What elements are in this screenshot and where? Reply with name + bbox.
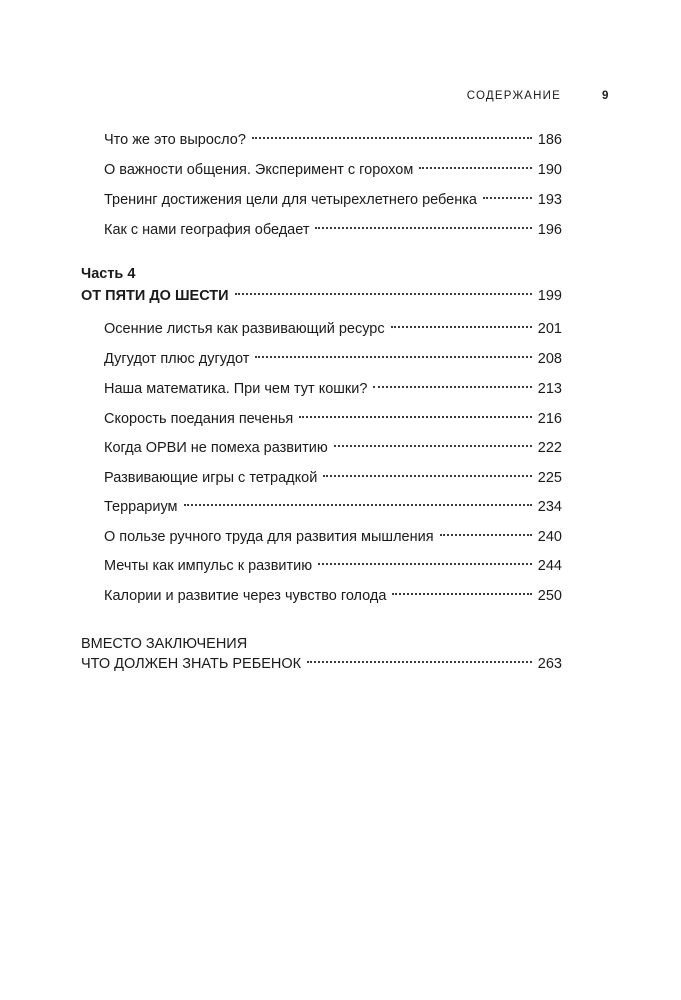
toc-entry-title: Скорость поедания печенья — [104, 411, 294, 427]
page-number: 9 — [602, 90, 609, 102]
running-header-title: СОДЕРЖАНИЕ — [466, 90, 561, 102]
toc-entry-title: Как с нами география обедает — [104, 222, 310, 238]
toc-entry-page: 193 — [537, 192, 562, 208]
running-header — [0, 90, 681, 106]
dot-leader — [323, 475, 532, 477]
toc-entry-page: 222 — [537, 440, 562, 456]
toc-entry-page: 208 — [537, 351, 562, 367]
toc-entry-page: 234 — [537, 499, 562, 515]
toc-entry-page: 190 — [537, 162, 562, 178]
toc-entry[interactable] — [104, 160, 562, 180]
toc-entry[interactable] — [104, 220, 562, 240]
toc-entry[interactable] — [104, 468, 562, 488]
conclusion-title: ЧТО ДОЛЖЕН ЗНАТЬ РЕБЕНОК — [81, 656, 302, 672]
dot-leader — [255, 356, 531, 358]
dot-leader — [235, 293, 532, 295]
toc-entry-title: Дугудот плюс дугудот — [104, 351, 250, 367]
toc-entry-title: Террариум — [104, 499, 178, 515]
toc-entry[interactable] — [104, 319, 562, 339]
toc-entry[interactable] — [104, 556, 562, 576]
toc-entry-page: 244 — [537, 558, 562, 574]
dot-leader — [315, 227, 531, 229]
toc-entry-page: 196 — [537, 222, 562, 238]
toc-entry-page: 225 — [537, 470, 562, 486]
toc-entry-title: О пользе ручного труда для развития мышления — [104, 529, 434, 545]
toc-entry[interactable] — [104, 349, 562, 369]
toc-entry-page: 250 — [537, 588, 562, 604]
toc-entry-title: Развивающие игры с тетрадкой — [104, 470, 318, 486]
dot-leader — [391, 326, 532, 328]
dot-leader — [184, 504, 532, 506]
toc-entry-title: Тренинг достижения цели для четырехлетнего ребенка — [104, 192, 477, 208]
dot-leader — [318, 563, 532, 565]
part-heading-title: ОТ ПЯТИ ДО ШЕСТИ — [81, 288, 229, 304]
toc-entry-page: 240 — [537, 529, 562, 545]
dot-leader — [419, 167, 532, 169]
part-heading-page: 199 — [537, 288, 562, 304]
part-heading-entry[interactable] — [81, 286, 562, 306]
toc-entry-title: О важности общения. Эксперимент с горохом — [104, 162, 414, 178]
toc-entry-page: 186 — [537, 132, 562, 148]
toc-entry-title: Когда ОРВИ не помеха развитию — [104, 440, 328, 456]
toc-entry[interactable] — [104, 190, 562, 210]
toc-entry[interactable] — [104, 497, 562, 517]
toc-entry[interactable] — [104, 409, 562, 429]
toc-entry-page: 213 — [537, 381, 562, 397]
toc-entry[interactable] — [104, 438, 562, 458]
dot-leader — [392, 593, 531, 595]
toc-entry[interactable] — [104, 130, 562, 150]
dot-leader — [252, 137, 532, 139]
toc-entry[interactable] — [104, 527, 562, 547]
dot-leader — [334, 445, 532, 447]
toc-entry-title: Осенние листья как развивающий ресурс — [104, 321, 385, 337]
conclusion-page: 263 — [537, 656, 562, 672]
toc-entry-page: 216 — [537, 411, 562, 427]
toc-entry[interactable] — [104, 586, 562, 606]
toc-entry-title: Мечты как импульс к развитию — [104, 558, 313, 574]
dot-leader — [483, 197, 532, 199]
dot-leader — [373, 386, 531, 388]
toc-entry-page: 201 — [537, 321, 562, 337]
toc-entry-title: Калории и развитие через чувство голода — [104, 588, 387, 604]
toc-entry[interactable] — [104, 379, 562, 399]
conclusion-entry[interactable] — [81, 654, 562, 674]
conclusion-label: ВМЕСТО ЗАКЛЮЧЕНИЯ — [81, 636, 248, 652]
dot-leader — [299, 416, 532, 418]
toc-entry-title: Что же это выросло? — [104, 132, 246, 148]
part-label: Часть 4 — [81, 266, 136, 282]
dot-leader — [440, 534, 532, 536]
dot-leader — [307, 661, 532, 663]
toc-entry-title: Наша математика. При чем тут кошки? — [104, 381, 368, 397]
